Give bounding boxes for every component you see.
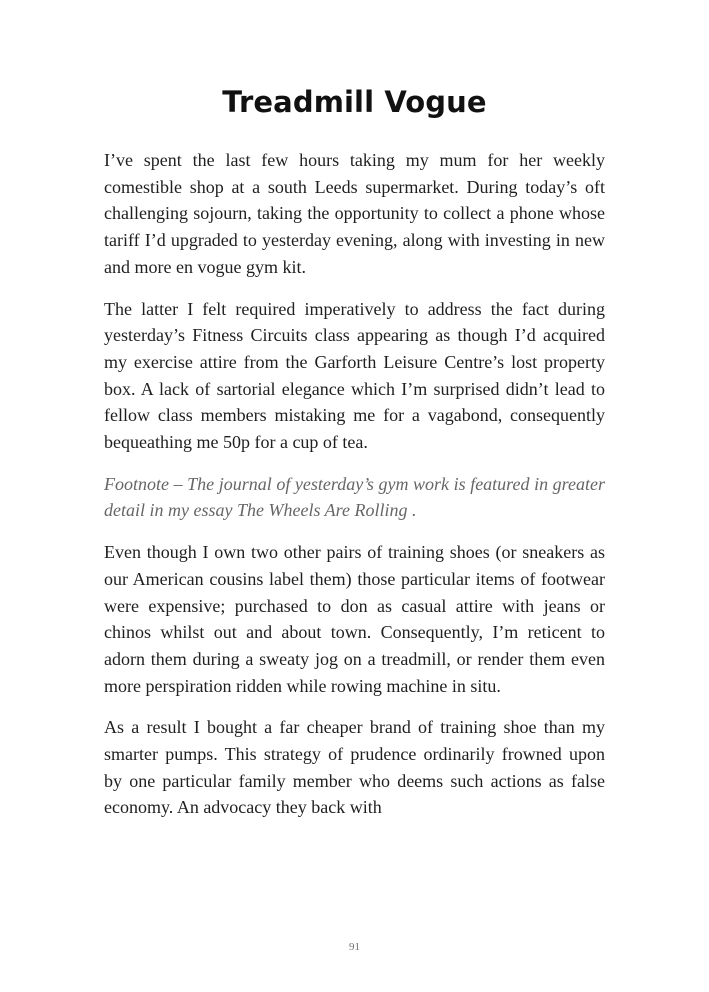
page-title: Treadmill Vogue [222,85,487,119]
paragraph: Even though I own two other pairs of training shoes (or sneakers as our American cousins label them) those particular items of footwear were expensive; purchased to don as casual attire with jeans or chinos whilst out and about town. Consequently, I’m reticent to adorn them during a sweaty jog on a treadmill, or render them even more perspiration ridden while rowing machine in situ. [104,542,605,696]
paragraph: As a result I bought a far cheaper brand of training shoe than my smarter pumps. This strategy of prudence ordinarily frowned upon by one particular family member who deems such actions as false economy. An advocacy they back with [104,717,605,818]
body-text [104,147,605,836]
page-number: 91 [349,941,360,953]
paragraph: The latter I felt required imperatively to address the fact during yesterday’s Fitness Circuits class appearing as though I’d acquired my exercise attire from the Garforth Leisure Centre’s lost property box. A lack of sartorial elegance which I’m surprised didn’t lead to fellow class members mistaking me for a vagabond, consequently bequeathing me 50p for a cup of tea. [104,298,605,453]
paragraph: I’ve spent the last few hours taking my mum for her weekly comestible shop at a south Leeds supermarket. During today’s oft challenging sojourn, taking the opportunity to collect a phone whose tariff I’d upgraded to yesterday evening, along with investing in new and more en vogue gym kit. [104,150,605,277]
footnote: Footnote – The journal of yesterday’s gym work is featured in greater detail in my essay The Wheels Are Rolling . [104,473,605,521]
